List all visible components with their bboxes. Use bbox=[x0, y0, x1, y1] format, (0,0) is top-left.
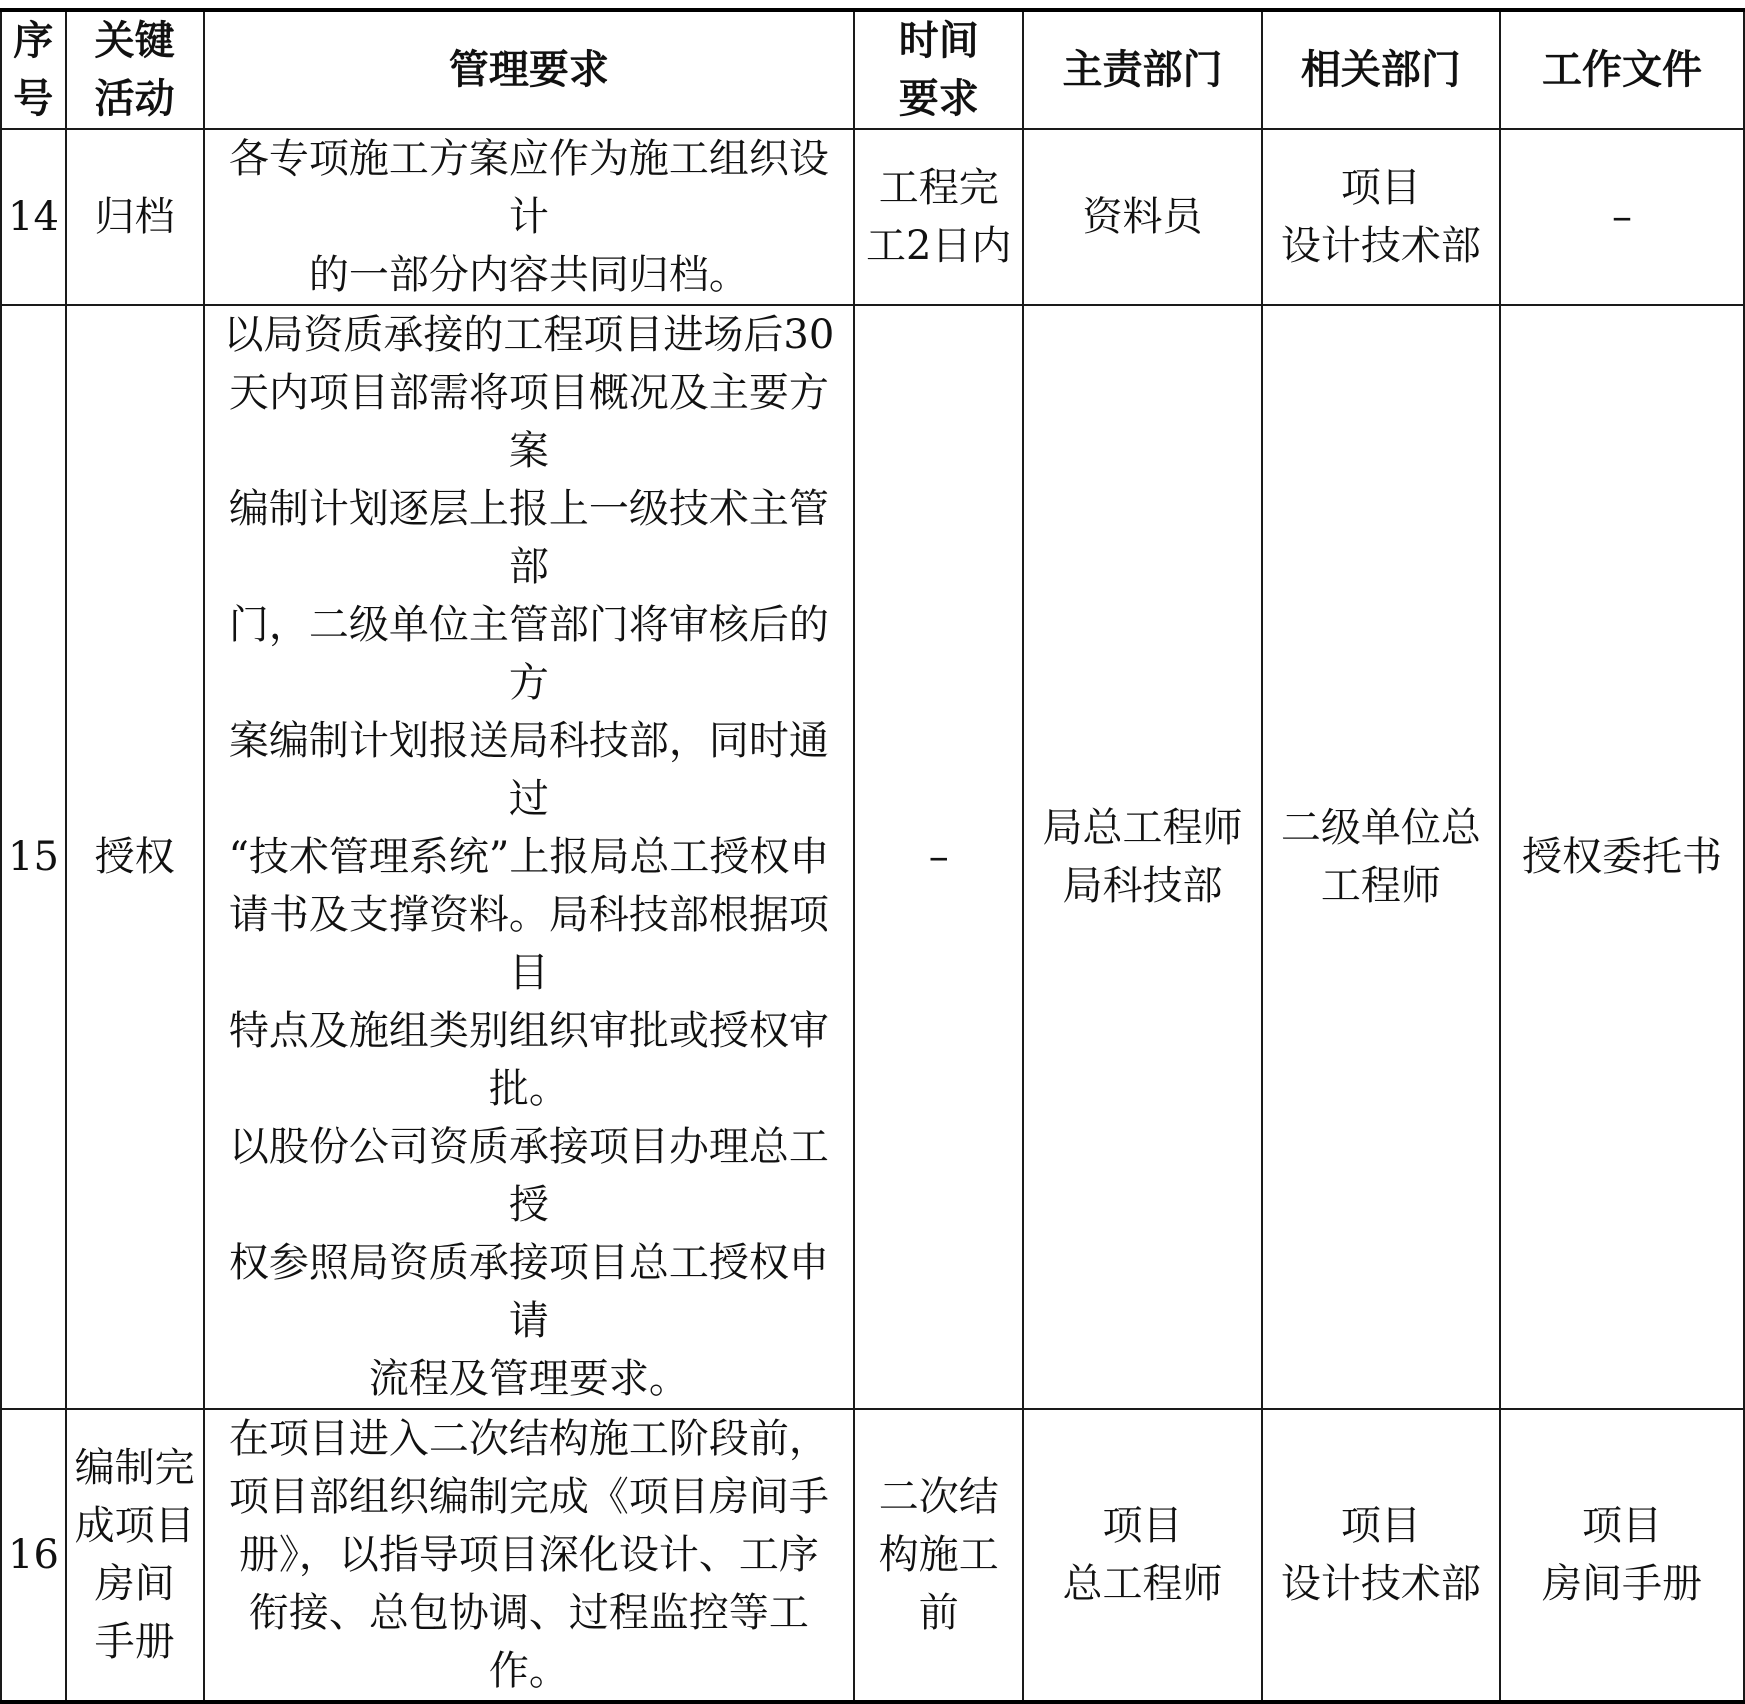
requirement-line: 案编制计划报送局科技部，同时通过 bbox=[228, 718, 829, 822]
row-requirement bbox=[204, 1409, 854, 1702]
row-time-line: 工2日内 bbox=[866, 223, 1012, 269]
row-related-dept-line: 设计技术部 bbox=[1280, 1561, 1481, 1607]
header-related-dept-line: 相关部门 bbox=[1300, 46, 1461, 93]
row-work-file bbox=[1500, 1409, 1744, 1702]
requirement-line: 以局资质承接的工程项目进场后30 bbox=[223, 312, 835, 358]
header-related-dept bbox=[1262, 10, 1500, 129]
header-work-file-line: 工作文件 bbox=[1542, 46, 1703, 93]
header-time-line: 要求 bbox=[898, 75, 979, 122]
row-lead-dept-line: 总工程师 bbox=[1062, 1561, 1223, 1607]
row-activity-line: 归档 bbox=[94, 194, 175, 240]
row-related-dept-line: 项目 bbox=[1340, 1503, 1421, 1549]
row-lead-dept-line: 局总工程师 bbox=[1042, 805, 1243, 851]
requirement-line: 项目部组织编制完成《项目房间手 bbox=[228, 1474, 829, 1520]
header-time-line: 时间 bbox=[898, 17, 979, 64]
row-time-line: 二次结 bbox=[878, 1474, 999, 1520]
row-activity-line: 授权 bbox=[94, 834, 175, 880]
requirement-line: 权参照局资质承接项目总工授权申请 bbox=[228, 1240, 829, 1344]
header-requirement-line: 管理要求 bbox=[448, 46, 609, 93]
requirement-line: 各专项施工方案应作为施工组织设计 bbox=[228, 136, 829, 240]
row-lead-dept-line: 项目 bbox=[1102, 1503, 1183, 1549]
row-seq: 16 bbox=[1, 1409, 66, 1702]
header-row bbox=[1, 10, 1744, 129]
requirement-line: 在项目进入二次结构施工阶段前， bbox=[228, 1416, 829, 1462]
row-time-line: – bbox=[928, 834, 949, 880]
requirement-line: 衔接、总包协调、过程监控等工作。 bbox=[248, 1590, 809, 1694]
row-seq: 15 bbox=[1, 305, 66, 1409]
requirement-line: 流程及管理要求。 bbox=[368, 1356, 689, 1402]
row-activity bbox=[66, 129, 204, 305]
row-requirement bbox=[204, 129, 854, 305]
row-work-file-line: 房间手册 bbox=[1542, 1561, 1703, 1607]
requirement-line: 编制计划逐层上报上一级技术主管部 bbox=[228, 486, 829, 590]
row-related-dept-line: 项目 bbox=[1340, 165, 1421, 211]
row-activity-line: 成项目 bbox=[74, 1503, 195, 1549]
header-seq-line: 序 bbox=[13, 17, 54, 64]
row-lead-dept-line: 资料员 bbox=[1082, 194, 1203, 240]
row-activity-line: 编制完 bbox=[74, 1445, 195, 1491]
table-row bbox=[1, 305, 1744, 1409]
row-time-line: 工程完 bbox=[878, 165, 999, 211]
row-seq: 14 bbox=[1, 129, 66, 305]
row-activity bbox=[66, 305, 204, 1409]
header-activity-line: 活动 bbox=[94, 75, 175, 122]
header-time bbox=[854, 10, 1023, 129]
row-work-file bbox=[1500, 305, 1744, 1409]
row-lead-dept bbox=[1023, 129, 1261, 305]
row-related-dept bbox=[1262, 129, 1500, 305]
row-related-dept bbox=[1262, 1409, 1500, 1702]
requirement-line: 以股份公司资质承接项目办理总工授 bbox=[228, 1124, 829, 1228]
requirement-line: 天内项目部需将项目概况及主要方案 bbox=[228, 370, 829, 474]
row-work-file-line: 项目 bbox=[1582, 1503, 1663, 1549]
row-work-file bbox=[1500, 129, 1744, 305]
table-row bbox=[1, 129, 1744, 305]
requirement-line: 门，二级单位主管部门将审核后的方 bbox=[228, 602, 829, 706]
row-work-file-line: – bbox=[1612, 194, 1633, 240]
header-activity bbox=[66, 10, 204, 129]
table-row bbox=[1, 1409, 1744, 1702]
requirement-line: 请书及支撑资料。局科技部根据项目 bbox=[228, 892, 829, 996]
requirement-line: 特点及施组类别组织审批或授权审 bbox=[228, 1008, 829, 1054]
row-activity-line: 房间 bbox=[94, 1561, 175, 1607]
requirement-line: “技术管理系统”上报局总工授权申 bbox=[228, 834, 830, 880]
row-related-dept-line: 设计技术部 bbox=[1280, 223, 1481, 269]
header-seq-line: 号 bbox=[13, 75, 54, 122]
row-requirement bbox=[204, 305, 854, 1409]
row-related-dept bbox=[1262, 305, 1500, 1409]
row-time bbox=[854, 129, 1023, 305]
header-lead-dept-line: 主责部门 bbox=[1062, 46, 1223, 93]
header-lead-dept bbox=[1023, 10, 1261, 129]
row-related-dept-line: 工程师 bbox=[1320, 863, 1441, 909]
row-activity-line: 手册 bbox=[94, 1619, 175, 1665]
requirement-line: 批。 bbox=[488, 1066, 569, 1112]
requirement-line: 册》，以指导项目深化设计、工序 bbox=[238, 1532, 819, 1578]
row-lead-dept bbox=[1023, 305, 1261, 1409]
row-lead-dept bbox=[1023, 1409, 1261, 1702]
requirement-line: 的一部分内容共同归档。 bbox=[308, 252, 749, 298]
management-requirements-table bbox=[0, 8, 1745, 1704]
row-time-line: 构施工 bbox=[878, 1532, 999, 1578]
row-work-file-line: 授权委托书 bbox=[1522, 834, 1723, 880]
row-lead-dept-line: 局科技部 bbox=[1062, 863, 1223, 909]
header-work-file bbox=[1500, 10, 1744, 129]
row-time-line: 前 bbox=[918, 1590, 959, 1636]
row-time bbox=[854, 1409, 1023, 1702]
header-seq bbox=[1, 10, 66, 129]
header-requirement bbox=[204, 10, 854, 129]
row-activity bbox=[66, 1409, 204, 1702]
row-time bbox=[854, 305, 1023, 1409]
row-related-dept-line: 二级单位总 bbox=[1280, 805, 1481, 851]
header-activity-line: 关键 bbox=[94, 17, 175, 64]
